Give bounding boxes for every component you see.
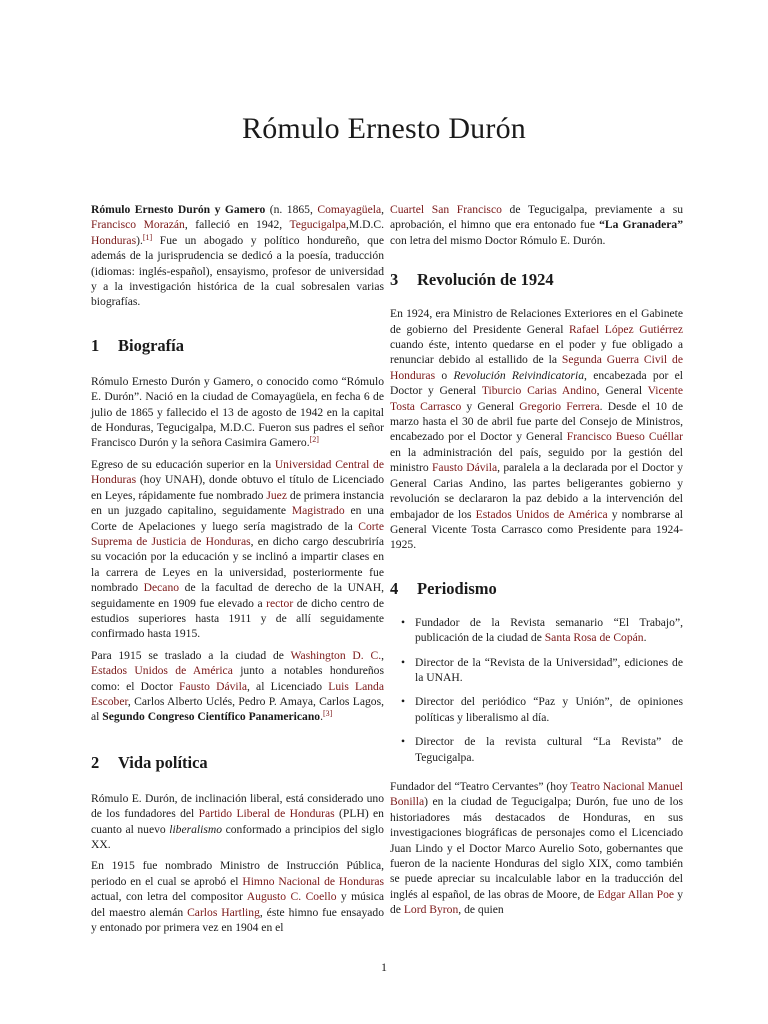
periodismo-paragraph xyxy=(390,779,683,918)
link-corte-suprema[interactable]: Corte Suprema de Justicia de Honduras xyxy=(91,519,384,548)
link-washington[interactable]: Washington D. C. xyxy=(290,648,382,662)
text: actual, con letra del compositor xyxy=(91,890,247,904)
list-item xyxy=(390,615,683,646)
text: , al Licenciado xyxy=(247,679,329,693)
periodismo-list xyxy=(390,615,683,765)
section-heading-vida-politica xyxy=(91,753,384,773)
list-item xyxy=(390,694,683,725)
section-number: 4 xyxy=(390,578,399,598)
text: ) en la ciudad de Tegucigalpa; Durón, fue uno de los historiadores más destacados de Honduras, en sus investigaciones biográficas de personajes como el Licenciado Juan Lindo y el Doctor Marco Aurelio Soto, gobernantes que fueron de la naciente Honduras del siglo XIX, como también se puede apreciar su incalculable labor en la traducción del inglés al español, de las obras de Moore, de xyxy=(390,795,683,901)
text: Director del periódico “Paz y Unión”, de opiniones políticas y liberalismo al día. xyxy=(415,695,683,724)
text: en la administración del país, seguido por la gestión del ministro xyxy=(390,445,683,475)
biografia-paragraph-2 xyxy=(91,457,384,642)
congress-name: Segundo Congreso Científico Panamericano xyxy=(102,710,321,724)
section-heading-periodismo xyxy=(390,579,683,599)
intro-paragraph xyxy=(91,202,384,310)
text: , encabezada por el Doctor y General xyxy=(390,368,684,398)
list-item xyxy=(390,734,683,765)
page-title: Rómulo Ernesto Durón xyxy=(242,112,526,145)
link-lord-byron[interactable]: Lord Byron xyxy=(403,903,459,917)
section-title: Biografía xyxy=(118,335,184,355)
text: o xyxy=(435,368,454,382)
link-rector[interactable]: rector xyxy=(266,596,294,610)
text: En 1915 fue nombrado Ministro de Instrucción Pública, periodo en el cual se aprobó el xyxy=(91,859,384,888)
text: , xyxy=(381,648,384,662)
reference-3[interactable]: [3] xyxy=(322,709,333,719)
text: en una Corte de Apelaciones y luego sería magistrado de la xyxy=(91,504,384,533)
text: ,M.D.C. xyxy=(345,218,384,232)
text: Rómulo E. Durón, de inclinación liberal, está considerado uno de los fundadores del xyxy=(91,791,384,821)
italic-term: liberalismo xyxy=(169,822,223,836)
link-decano[interactable]: Decano xyxy=(143,581,180,595)
link-segunda-guerra-civil[interactable]: Segunda Guerra Civil de Honduras xyxy=(390,353,683,382)
link-honduras[interactable]: Honduras xyxy=(91,233,137,247)
link-estados-unidos[interactable]: Estados Unidos de América xyxy=(91,664,233,678)
link-teatro-nacional[interactable]: Teatro Nacional Manuel Bonilla xyxy=(390,779,683,809)
text: , Carlos Alberto Uclés, Pedro P. Amaya, Carlos Lagos, al xyxy=(91,694,384,724)
text: , en dicho cargo descubriría su vocación por la educación y se inclinó a impartir clases en la carrera de Leyes en la universidad, posteriormente fue nombrado xyxy=(91,534,384,595)
revolucion-paragraph xyxy=(390,306,683,553)
text: Rómulo Ernesto Durón y Gamero, o conocido como “Rómulo E. Durón”. Nació en la ciudad de Comayagüela, en fecha 6 de julio de 1865 y fallecido el 13 de agosto de 1942 en la capital de Honduras, Tegucigalpa, M.D.C. Fueron sus padres el señor Francisco Durón y la señora Casimira Gamero. xyxy=(91,374,384,450)
text: . xyxy=(320,710,323,724)
text: , General xyxy=(596,384,648,398)
link-himno-nacional[interactable]: Himno Nacional de Honduras xyxy=(242,874,384,888)
text: , falleció en 1942, xyxy=(184,218,290,232)
link-fausto-davila[interactable]: Fausto Dávila xyxy=(431,461,498,475)
link-francisco-morazan[interactable]: Francisco Morazán xyxy=(91,218,185,232)
text: y de xyxy=(390,887,683,917)
text: Fundador del “Teatro Cervantes” (hoy xyxy=(390,779,571,793)
text: , xyxy=(381,203,385,216)
bullet-icon: • xyxy=(401,695,406,709)
text: cuando éste, intento quedarse en el poder y fue obligado a renunciar debido al estallido de la xyxy=(390,338,683,367)
link-carlos-hartling[interactable]: Carlos Hartling xyxy=(187,905,260,919)
text: de Tegucigalpa, previamente a su aprobación, el himno que era entonado fue xyxy=(390,203,683,232)
page-number: 1 xyxy=(381,960,387,974)
subject-name: Rómulo Ernesto Durón y Gamero xyxy=(91,203,266,216)
link-francisco-bueso[interactable]: Francisco Bueso Cuéllar xyxy=(566,430,683,444)
section-heading-revolucion xyxy=(390,270,683,290)
link-edgar-allan-poe[interactable]: Edgar Allan Poe xyxy=(597,887,675,901)
vida-politica-paragraph-1 xyxy=(91,791,384,853)
bullet-icon: • xyxy=(401,655,406,669)
text: de primera instancia en un juzgado capitalino, seguidamente xyxy=(91,488,384,518)
text: y General xyxy=(461,399,520,413)
link-augusto-coello[interactable]: Augusto C. Coello xyxy=(246,890,337,904)
section-number: 1 xyxy=(91,335,100,355)
text: (hoy UNAH), donde obtuvo el título de Licenciado en Leyes, rápidamente fue nombrado xyxy=(91,473,384,502)
link-estados-unidos[interactable]: Estados Unidos de América xyxy=(475,507,608,521)
section-number: 3 xyxy=(390,270,399,290)
text: En 1924, era Ministro de Relaciones Exteriores en el Gabinete de gobierno del Presidente General xyxy=(390,307,683,336)
link-gregorio-ferrera[interactable]: Gregorio Ferrera xyxy=(519,399,600,413)
link-santa-rosa-de-copan[interactable]: Santa Rosa de Copán xyxy=(544,631,644,645)
text: Fue un abogado y político hondureño, que además de la jurisprudencia se dedicó a la poesía, traducción (idiomas: inglés-español), ensayismo, profesor de universidad y a la investigación histórica de la cual sobresalen varias biografías. xyxy=(91,233,384,309)
reference-1[interactable]: [1] xyxy=(142,232,153,242)
text: y música del maestro alemán xyxy=(91,890,385,919)
link-luis-landa-escober[interactable]: Luis Landa Escober xyxy=(91,679,384,708)
vida-politica-paragraph-2 xyxy=(91,858,384,935)
text: , éste himno fue ensayado y entonado por primera vez en 1904 en el xyxy=(91,905,384,935)
text: Director de la “Revista de la Universidad”, ediciones de la UNAH. xyxy=(415,655,683,684)
link-rafael-lopez-gutierrez[interactable]: Rafael López Gutiérrez xyxy=(568,322,683,336)
hymn-name: “La Granadera” xyxy=(599,218,683,232)
reference-2[interactable]: [2] xyxy=(309,435,319,445)
text: (n. 1865, xyxy=(265,203,318,216)
text: (PLH) en cuanto al nuevo xyxy=(91,807,384,836)
vida-politica-paragraph-2-continued xyxy=(390,202,683,248)
link-comayaguela[interactable]: Comayagüela xyxy=(317,203,382,216)
text: con letra del mismo Doctor Rómulo E. Durón. xyxy=(390,233,606,247)
list-item xyxy=(390,655,683,686)
text: ). xyxy=(136,233,143,247)
text: , paralela a la declarada por el Doctor y General Carias Andino, las partes beligerantes gobierno y revolución se declararon la paz debido a la intervención del embajador de los xyxy=(390,461,683,521)
link-vicente-tosta[interactable]: Vicente Tosta Carrasco xyxy=(390,384,683,413)
section-heading-biografia xyxy=(91,336,384,356)
right-column xyxy=(390,202,683,924)
text: . xyxy=(643,631,647,645)
link-magistrado[interactable]: Magistrado xyxy=(291,504,345,518)
biografia-paragraph-1 xyxy=(91,374,384,451)
bullet-icon: • xyxy=(401,615,406,629)
text: conformado a principios del siglo XX. xyxy=(91,822,384,851)
section-title: Periodismo xyxy=(417,578,497,598)
link-tegucigalpa[interactable]: Tegucigalpa xyxy=(289,218,346,232)
link-fausto-davila[interactable]: Fausto Dávila xyxy=(179,679,247,693)
section-number: 2 xyxy=(91,752,100,772)
text: de dicho centro de estudios superiores hasta 1911 y de allí seguidamente confirmado hasta 1915. xyxy=(91,596,384,641)
text: . Desde el 10 de marzo hasta el 30 de abril fue parte del Consejo de Ministros, encabezado por el Doctor y General xyxy=(390,399,683,444)
bullet-icon: • xyxy=(401,735,406,749)
text: Egreso de su educación superior en la xyxy=(91,457,275,471)
left-column xyxy=(91,202,384,941)
text: Para 1915 se traslado a la ciudad de xyxy=(91,648,291,662)
link-universidad-central[interactable]: Universidad Central de Honduras xyxy=(91,457,384,487)
link-juez[interactable]: Juez xyxy=(266,488,287,502)
italic-term: Revolución Reivindicatoria xyxy=(453,368,585,382)
text: y nombrarse al General Vicente Tosta Carrasco como Presidente para 1924-1925. xyxy=(390,507,683,552)
biografia-paragraph-3 xyxy=(91,648,384,725)
section-title: Revolución de 1924 xyxy=(417,270,554,290)
text: Director de la revista cultural “La Revista” de Tegucigalpa. xyxy=(415,735,683,764)
link-cuartel-san-francisco[interactable]: Cuartel San Francisco xyxy=(390,203,502,216)
text: junto a notables hondureños como: el Doctor xyxy=(91,664,384,693)
link-tiburcio-carias[interactable]: Tiburcio Carias Andino xyxy=(481,384,597,398)
text: de la facultad de derecho de la UNAH, seguidamente en 1909 fue elevado a xyxy=(91,581,384,610)
section-title: Vida política xyxy=(118,752,208,772)
link-partido-liberal[interactable]: Partido Liberal de Honduras xyxy=(198,807,335,821)
text: Fundador de la Revista semanario “El Trabajo”, publicación de la ciudad de xyxy=(415,615,683,645)
text: , de quien xyxy=(458,903,504,917)
